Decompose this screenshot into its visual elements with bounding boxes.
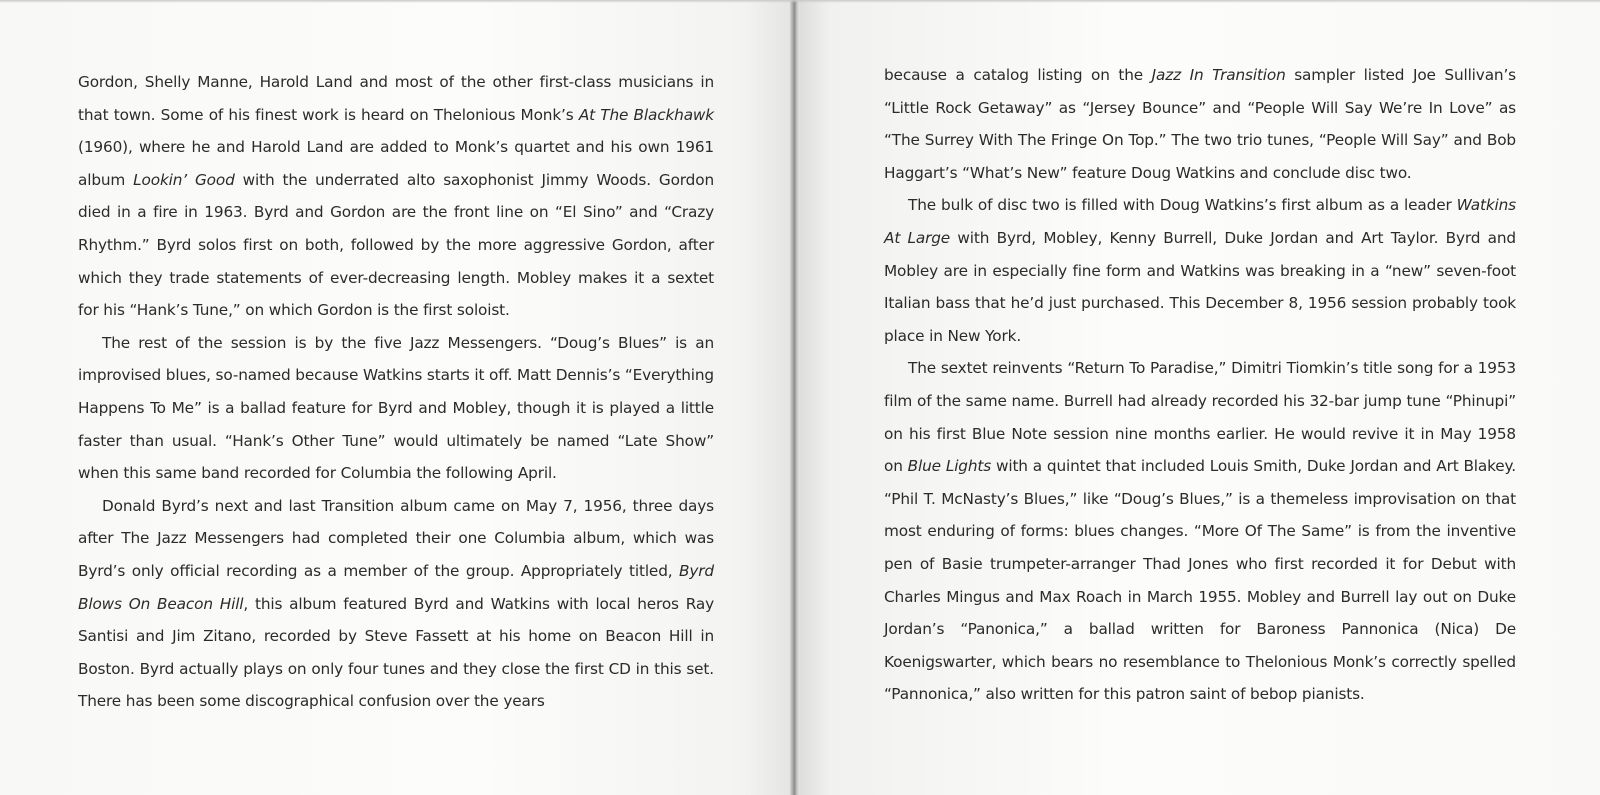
text-segment: sampler listed Joe Sullivan’s “Little Rock Getaway” as “Jersey Bounce” and “People Will Say We’re In Love” as “The Surrey With The Fringe On Top.” The two trio tunes, “People Will Say” and Bob Haggart’s “What’s New” feature Doug Watkins and conclude disc two. bbox=[884, 66, 1516, 182]
paragraph bbox=[78, 327, 714, 490]
text-segment: The bulk of disc two is filled with Doug Watkins’s first album as a leader bbox=[908, 196, 1457, 215]
album-title: At The Blackhawk bbox=[578, 105, 714, 124]
paragraph bbox=[78, 66, 714, 327]
paragraph bbox=[884, 352, 1516, 711]
book-gutter bbox=[790, 0, 800, 795]
text-segment: The rest of the session is by the five Jazz Messengers. “Doug’s Blues” is an improvised blues, so-named because Watkins starts it off. Matt Dennis’s “Everything Happens To Me” is a ballad feature for Byrd and Mobley, though it is played a little faster than usual. “Hank’s Other Tune” would ultimately be named “Late Show” when this same band recorded for Columbia the following April. bbox=[78, 333, 714, 483]
album-title: Byrd Blows On Beacon Hill bbox=[78, 561, 714, 613]
album-title: Watkins At Large bbox=[884, 196, 1516, 247]
text-segment: (1960), where he and Harold Land are added to Monk’s quartet and his own 1961 album bbox=[78, 138, 714, 189]
text-segment: Gordon, Shelly Manne, Harold Land and most of the other first-class musicians in that town. Some of his finest work is heard on Thelonious Monk’s bbox=[78, 73, 714, 124]
text-segment: , this album featured Byrd and Watkins with local heros Ray Santisi and Jim Zitano, recorded by Steve Fassett at his home on Beacon Hill in Boston. Byrd actually plays on only four tunes and they close the first CD in this set. There has been some discographical confusion over the years bbox=[78, 594, 715, 711]
text-segment: with the underrated alto saxophonist Jimmy Woods. Gordon died in a fire in 1963. Byrd and Gordon are the front line on “El Sino” and “Crazy Rhythm.” Byrd solos first on both, followed by the more aggressive Gordon, after which they trade statements of ever-decreasing length. Mobley makes it a sextet for his “Hank’s Tune,” on which Gordon is the first soloist. bbox=[78, 170, 714, 320]
text-segment: Donald Byrd’s next and last Transition album came on May 7, 1956, three days after The Jazz Messengers had completed their one Columbia album, which was Byrd’s only official recording as a member of the group. Appropriately titled, bbox=[78, 496, 714, 580]
right-page-text bbox=[884, 59, 1516, 711]
paragraph bbox=[78, 490, 714, 718]
page-top-edge bbox=[0, 0, 1600, 3]
text-segment: with Byrd, Mobley, Kenny Burrell, Duke Jordan and Art Taylor. Byrd and Mobley are in especially fine form and Watkins was breaking in a “new” seven-foot Italian bass that he’d just purchased. This December 8, 1956 session probably took place in New York. bbox=[884, 228, 1516, 345]
left-page bbox=[0, 0, 792, 795]
text-segment: The sextet reinvents “Return To Paradise,” Dimitri Tiomkin’s title song for a 1953 film of the same name. Burrell had already recorded his 32-bar jump tune “Phinupi” on his first Blue Note session nine months earlier. He would revive it in May 1958 on bbox=[884, 359, 1516, 476]
text-segment: because a catalog listing on the bbox=[884, 66, 1152, 84]
album-title: Blue Lights bbox=[907, 457, 992, 476]
paragraph bbox=[884, 189, 1516, 352]
text-segment: with a quintet that included Louis Smith, Duke Jordan and Art Blakey. “Phil T. McNasty’s Blues,” like “Doug’s Blues,” is a themeless improvisation on that most enduring of forms: blues changes. “More Of The Same” is from the inventive pen of Basie trumpeter-arranger Thad Jones who first recorded it for Debut with Charles Mingus and Max Roach in March 1955. Mobley and Burrell lay out on Duke Jordan’s “Panonica,” a ballad written for Baroness Pannonica (Nica) De Koenigswarter, which bears no resemblance to Thelonious Monk’s correctly spelled “Pannonica,” also written for this patron saint of bebop pianists. bbox=[884, 457, 1516, 704]
paragraph bbox=[884, 59, 1516, 189]
album-title: Lookin’ Good bbox=[133, 170, 235, 189]
left-page-text bbox=[78, 66, 714, 718]
album-title: Jazz In Transition bbox=[1151, 66, 1286, 84]
